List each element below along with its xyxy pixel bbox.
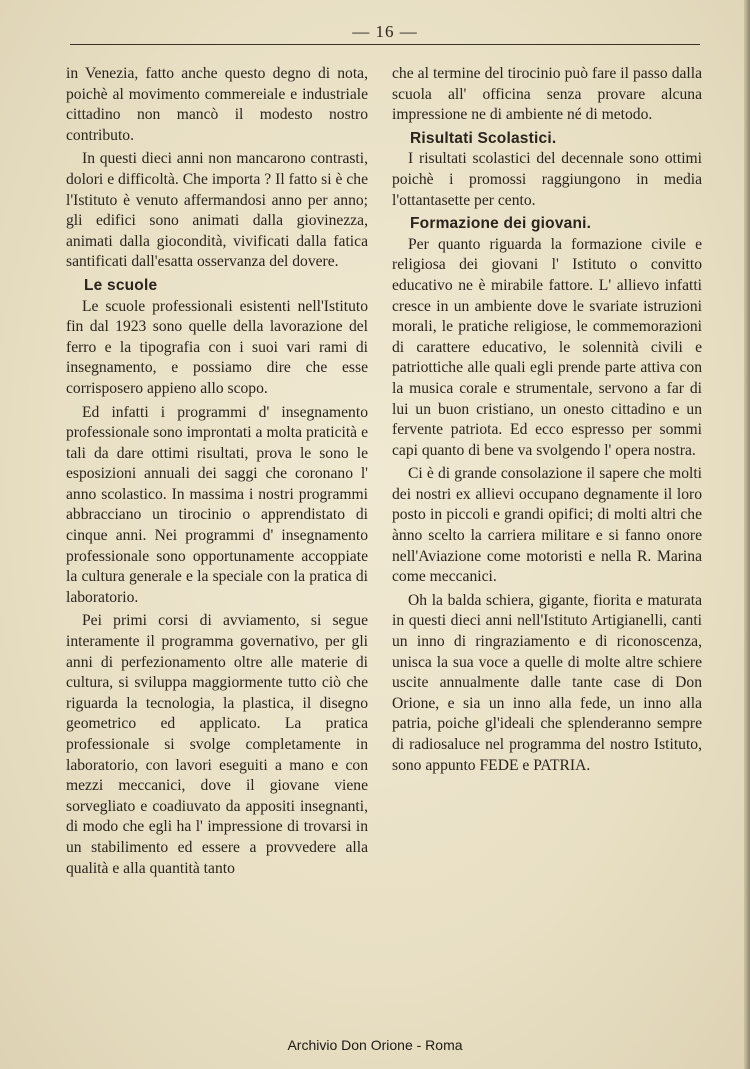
left-column — [66, 64, 368, 882]
left-paragraph-5: Pei primi corsi di avviamento, si segue interamente il programma governativo, per gli anni di perfezionamento oltre alle materie di cultura, si sviluppa maggiormente tutto ciò che riguarda la tecnologia, la plastica, il disegno geometrico ed applicato. La pratica professionale si svolge completamente in laboratorio, con lavori eseguiti a mano e con mezzi meccanici, dove il giovane viene sorvegliato e coadiuvato da appositi insegnanti, di modo che egli ha l' impressione di trovarsi in un stabilimento ed essere a provvedere alla qualità e alla quantità tanto — [66, 612, 368, 877]
heading-le-scuole: Le scuole — [84, 276, 158, 294]
page-number: — 16 — — [352, 22, 418, 41]
right-paragraph-1: che al termine del tirocinio può fare il passo dalla scuola all' officina senza provare alcuna impressione ne di ambiente né di metodo. — [392, 65, 702, 124]
right-paragraph-3: Per quanto riguarda la formazione civile e religiosa dei giovani l' Istituto o convitto educativo ne è mirabile fattore. L' allievo infatti cresce in un ambiente dove le svariate istruzioni morali, le pratiche religiose, le commemorazioni di carattere educativo, le solennità civili e patriottiche alle quali egli prende parte attiva con la musica corale e strumentale, servono a far di lui un buon cristiano, un onesto cittadino e un fervente patriota. Ed ecco espresso per sommi capi quanto di bene va svolgendo l' opera nostra. — [392, 235, 702, 459]
page-header — [70, 22, 700, 46]
heading-formazione-giovani: Formazione dei giovani. — [410, 215, 592, 233]
page-edge — [744, 0, 750, 1069]
heading-risultati-scolastici: Risultati Scolastici. — [410, 129, 557, 147]
left-paragraph-4: Ed infatti i programmi d' insegnamento professionale sono improntati a molta praticità e tali da dare ottimi risultati, prova le sono le esposizioni annuali dei saggi che coronano l' anno scolastico. In massima i nostri programmi abbracciano un tirocinio o apprendistato di cinque anni. Nei programmi d' insegnamento professionale sono opportunamente accoppiate la cultura generale e la speciale con la pratica di laboratorio. — [66, 403, 368, 606]
right-paragraph-2: I risultati scolastici del decennale sono ottimi poichè i promossi raggiungono in media l'ottantasette per cento. — [392, 150, 702, 209]
header-rule — [70, 44, 700, 46]
right-paragraph-5: Oh la balda schiera, gigante, fiorita e maturata in questi dieci anni nell'Istituto Artigianelli, canti un inno di ringraziamento e di riconoscenza, unisca la sua voce a quelle di molte altre schiere uscite annualmente dalle tante case di Don Orione, e sia un inno alla fede, un inno alla patria, poiche gl'ideali che splenderanno sempre di radiosaluce nel programma del nostro Istituto, sono appunto FEDE e PATRIA. — [392, 591, 702, 774]
archive-footer: Archivio Don Orione - Roma — [287, 1037, 463, 1053]
right-column — [392, 64, 702, 779]
right-paragraph-4: Ci è di grande consolazione il sapere che molti dei nostri ex allievi occupano degnamente il loro posto in piccoli e grandi opifici; di molti altri che ànno scelto la carriera militare e si fanno onore nell'Aviazione come motoristi e nella R. Marina come meccanici. — [392, 465, 702, 586]
left-paragraph-2: In questi dieci anni non mancarono contrasti, dolori e difficoltà. Che importa ? Il fatto si è che l'Istituto è venuto affermandosi anno per anno; gli edifici sono animati dalla giovinezza, animati dalla giocondità, vivificati dalla fatica santificati dall'esatta osservanza del dovere. — [66, 150, 368, 271]
left-paragraph-1: in Venezia, fatto anche questo degno di nota, poichè al movimento commereiale e industriale cittadino non mancò il modesto nostro contributo. — [66, 65, 368, 144]
left-paragraph-3: Le scuole professionali esistenti nell'Istituto fin dal 1923 sono quelle della lavorazione del ferro e la tipografia con i suoi vari rami di insegnamento, e possiamo dire che esse corrisposero appieno allo scopo. — [66, 297, 368, 397]
